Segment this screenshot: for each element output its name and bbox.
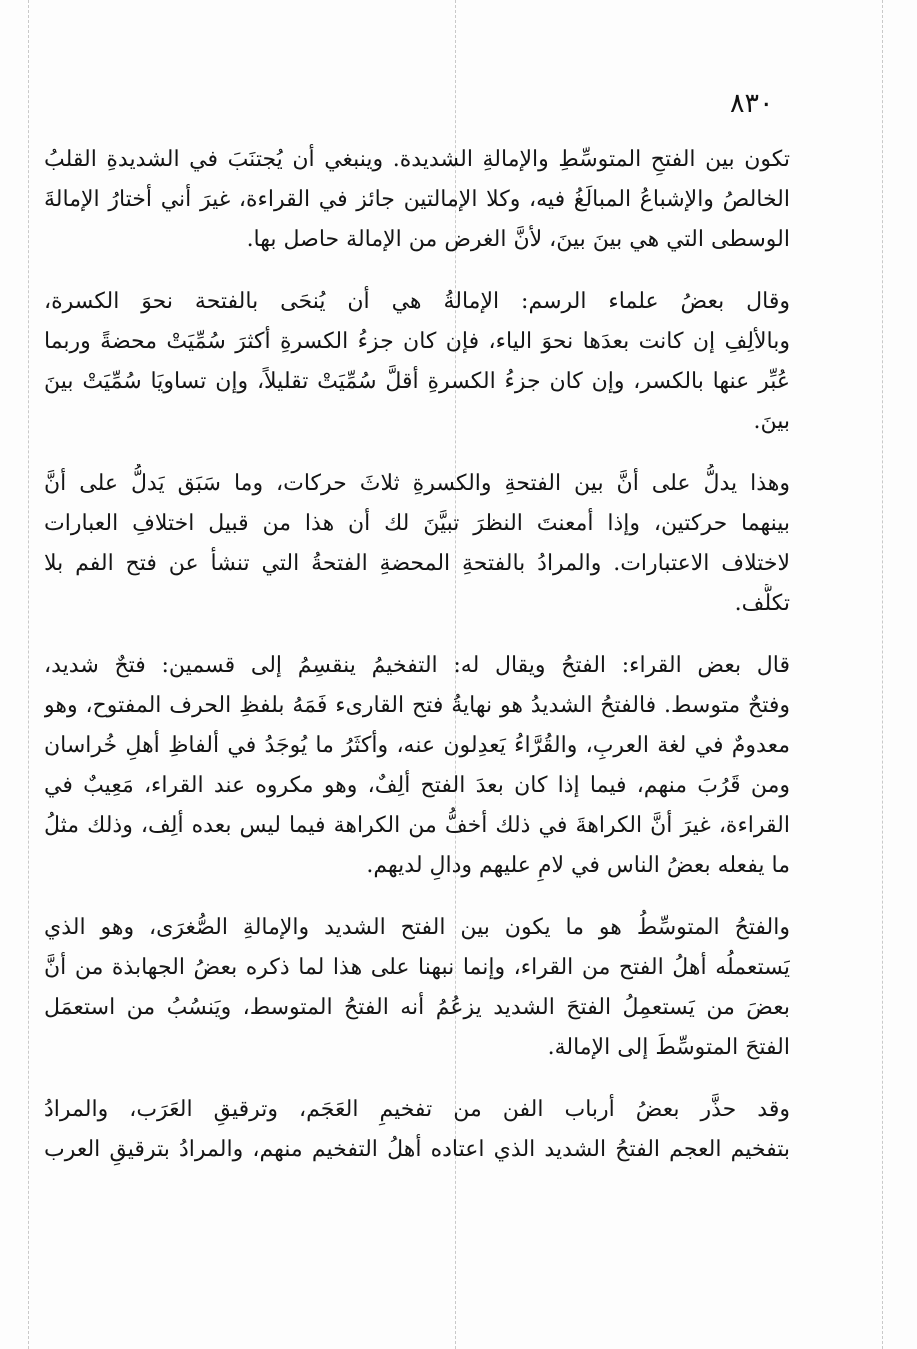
paragraph-6 xyxy=(44,1090,790,1170)
text-line: وقال بعضُ علماء الرسم: الإمالةُ هي أن يُنحَى بالفتحة نحوَ الكسرة، xyxy=(44,289,790,314)
text-line: الوسطى التي هي بينَ بينَ، لأنَّ الغرض من الإمالة حاصل بها. xyxy=(246,227,790,252)
text-line: بعضَ من يَستعمِلُ الفتحَ الشديد يزعُمُ أنه الفتحُ المتوسط، ويَنسُبُ من استعمَل xyxy=(44,995,790,1020)
text-line: معدومٌ في لغة العربِ، والقُرَّاءُ يَعدِلون عنه، وأكثَرُ ما يُوجَدُ في ألفاظِ أهلِ خُراسان xyxy=(44,733,790,758)
paragraph-2 xyxy=(44,282,790,442)
text-line: لاختلاف الاعتبارات. والمرادُ بالفتحةِ المحضةِ الفتحةُ التي تنشأ عن فتح الفم بلا xyxy=(44,551,790,576)
paragraph-1 xyxy=(44,140,790,260)
scan-fold-line-right xyxy=(882,0,883,1349)
text-line: ومن قَرُبَ منهم، فيما إذا كان بعدَ الفتح ألِفٌ، وهو مكروه عند القراء، مَعِيبٌ في xyxy=(44,773,790,798)
text-line: قال بعض القراء: الفتحُ ويقال له: التفخيمُ ينقسِمُ إلى قسمين: فتحٌ شديد، xyxy=(44,653,790,678)
text-line: تكون بين الفتحِ المتوسِّطِ والإمالةِ الشديدة. وينبغي أن يُجتنَبَ في الشديدةِ القلبُ xyxy=(44,147,790,172)
text-line: وقد حذَّر بعضُ أرباب الفن من تفخيمِ العَجَم، وترقيقِ العَرَب، والمرادُ xyxy=(44,1097,790,1122)
paragraph-5 xyxy=(44,908,790,1068)
scan-fold-line-left xyxy=(28,0,29,1349)
page-number: ٨٣٠ xyxy=(730,88,774,119)
text-line: بتفخيم العجم الفتحُ الشديد الذي اعتاده أهلُ التفخيم منهم، والمرادُ بترقيقِ العرب xyxy=(44,1137,790,1162)
text-line: والفتحُ المتوسِّطُ هو ما يكون بين الفتح الشديد والإمالةِ الصُّغرَى، وهو الذي xyxy=(44,915,790,940)
text-line: يَستعملُه أهلُ الفتح من القراء، وإنما نبهنا على هذا لما ذكره بعضُ الجهابذة من أنَّ xyxy=(44,955,790,980)
text-line: وفتحٌ متوسط. فالفتحُ الشديدُ هو نهايةُ فتح القارىء فَمَهُ بلفظِ الحرف المفتوح، وهو xyxy=(44,693,790,718)
paragraph-4 xyxy=(44,646,790,886)
paragraph-3 xyxy=(44,464,790,624)
text-line: وهذا يدلُّ على أنَّ بين الفتحةِ والكسرةِ ثلاثَ حركات، وما سَبَق يَدلُّ على أنَّ xyxy=(44,471,790,496)
text-line: عُبِّر عنها بالكسر، وإن كان جزءُ الكسرةِ أقلَّ سُمِّيَتْ تقليلاً، وإن تساويَا سُمِّيَتْ بينَ xyxy=(44,369,790,394)
body-text xyxy=(44,140,790,1192)
text-line: بينهما حركتين، وإذا أمعنتَ النظرَ تبيَّنَ لك أن هذا من قبيل اختلافِ العبارات xyxy=(44,511,790,536)
text-line: تكلُّف. xyxy=(734,591,790,616)
text-line: وبالألِفِ إن كانت بعدَها نحوَ الياء، فإن كان جزءُ الكسرةِ أكثرَ سُمِّيَتْ محضةً وربما xyxy=(44,329,790,354)
text-line: ما يفعله بعضُ الناس في لامِ عليهم ودالِ لديهم. xyxy=(366,853,790,878)
text-line: بينَ. xyxy=(753,409,790,434)
text-line: القراءة، غيرَ أنَّ الكراهةَ في ذلك أخفُّ من الكراهة فيما ليس بعده ألِف، وذلك مثلُ xyxy=(44,813,790,838)
text-line: الفتحَ المتوسِّطَ إلى الإمالة. xyxy=(547,1035,790,1060)
text-line: الخالصُ والإشباعُ المبالَغُ فيه، وكلا الإمالتين جائز في القراءة، غيرَ أني أختارُ الإمالةَ xyxy=(44,187,790,212)
